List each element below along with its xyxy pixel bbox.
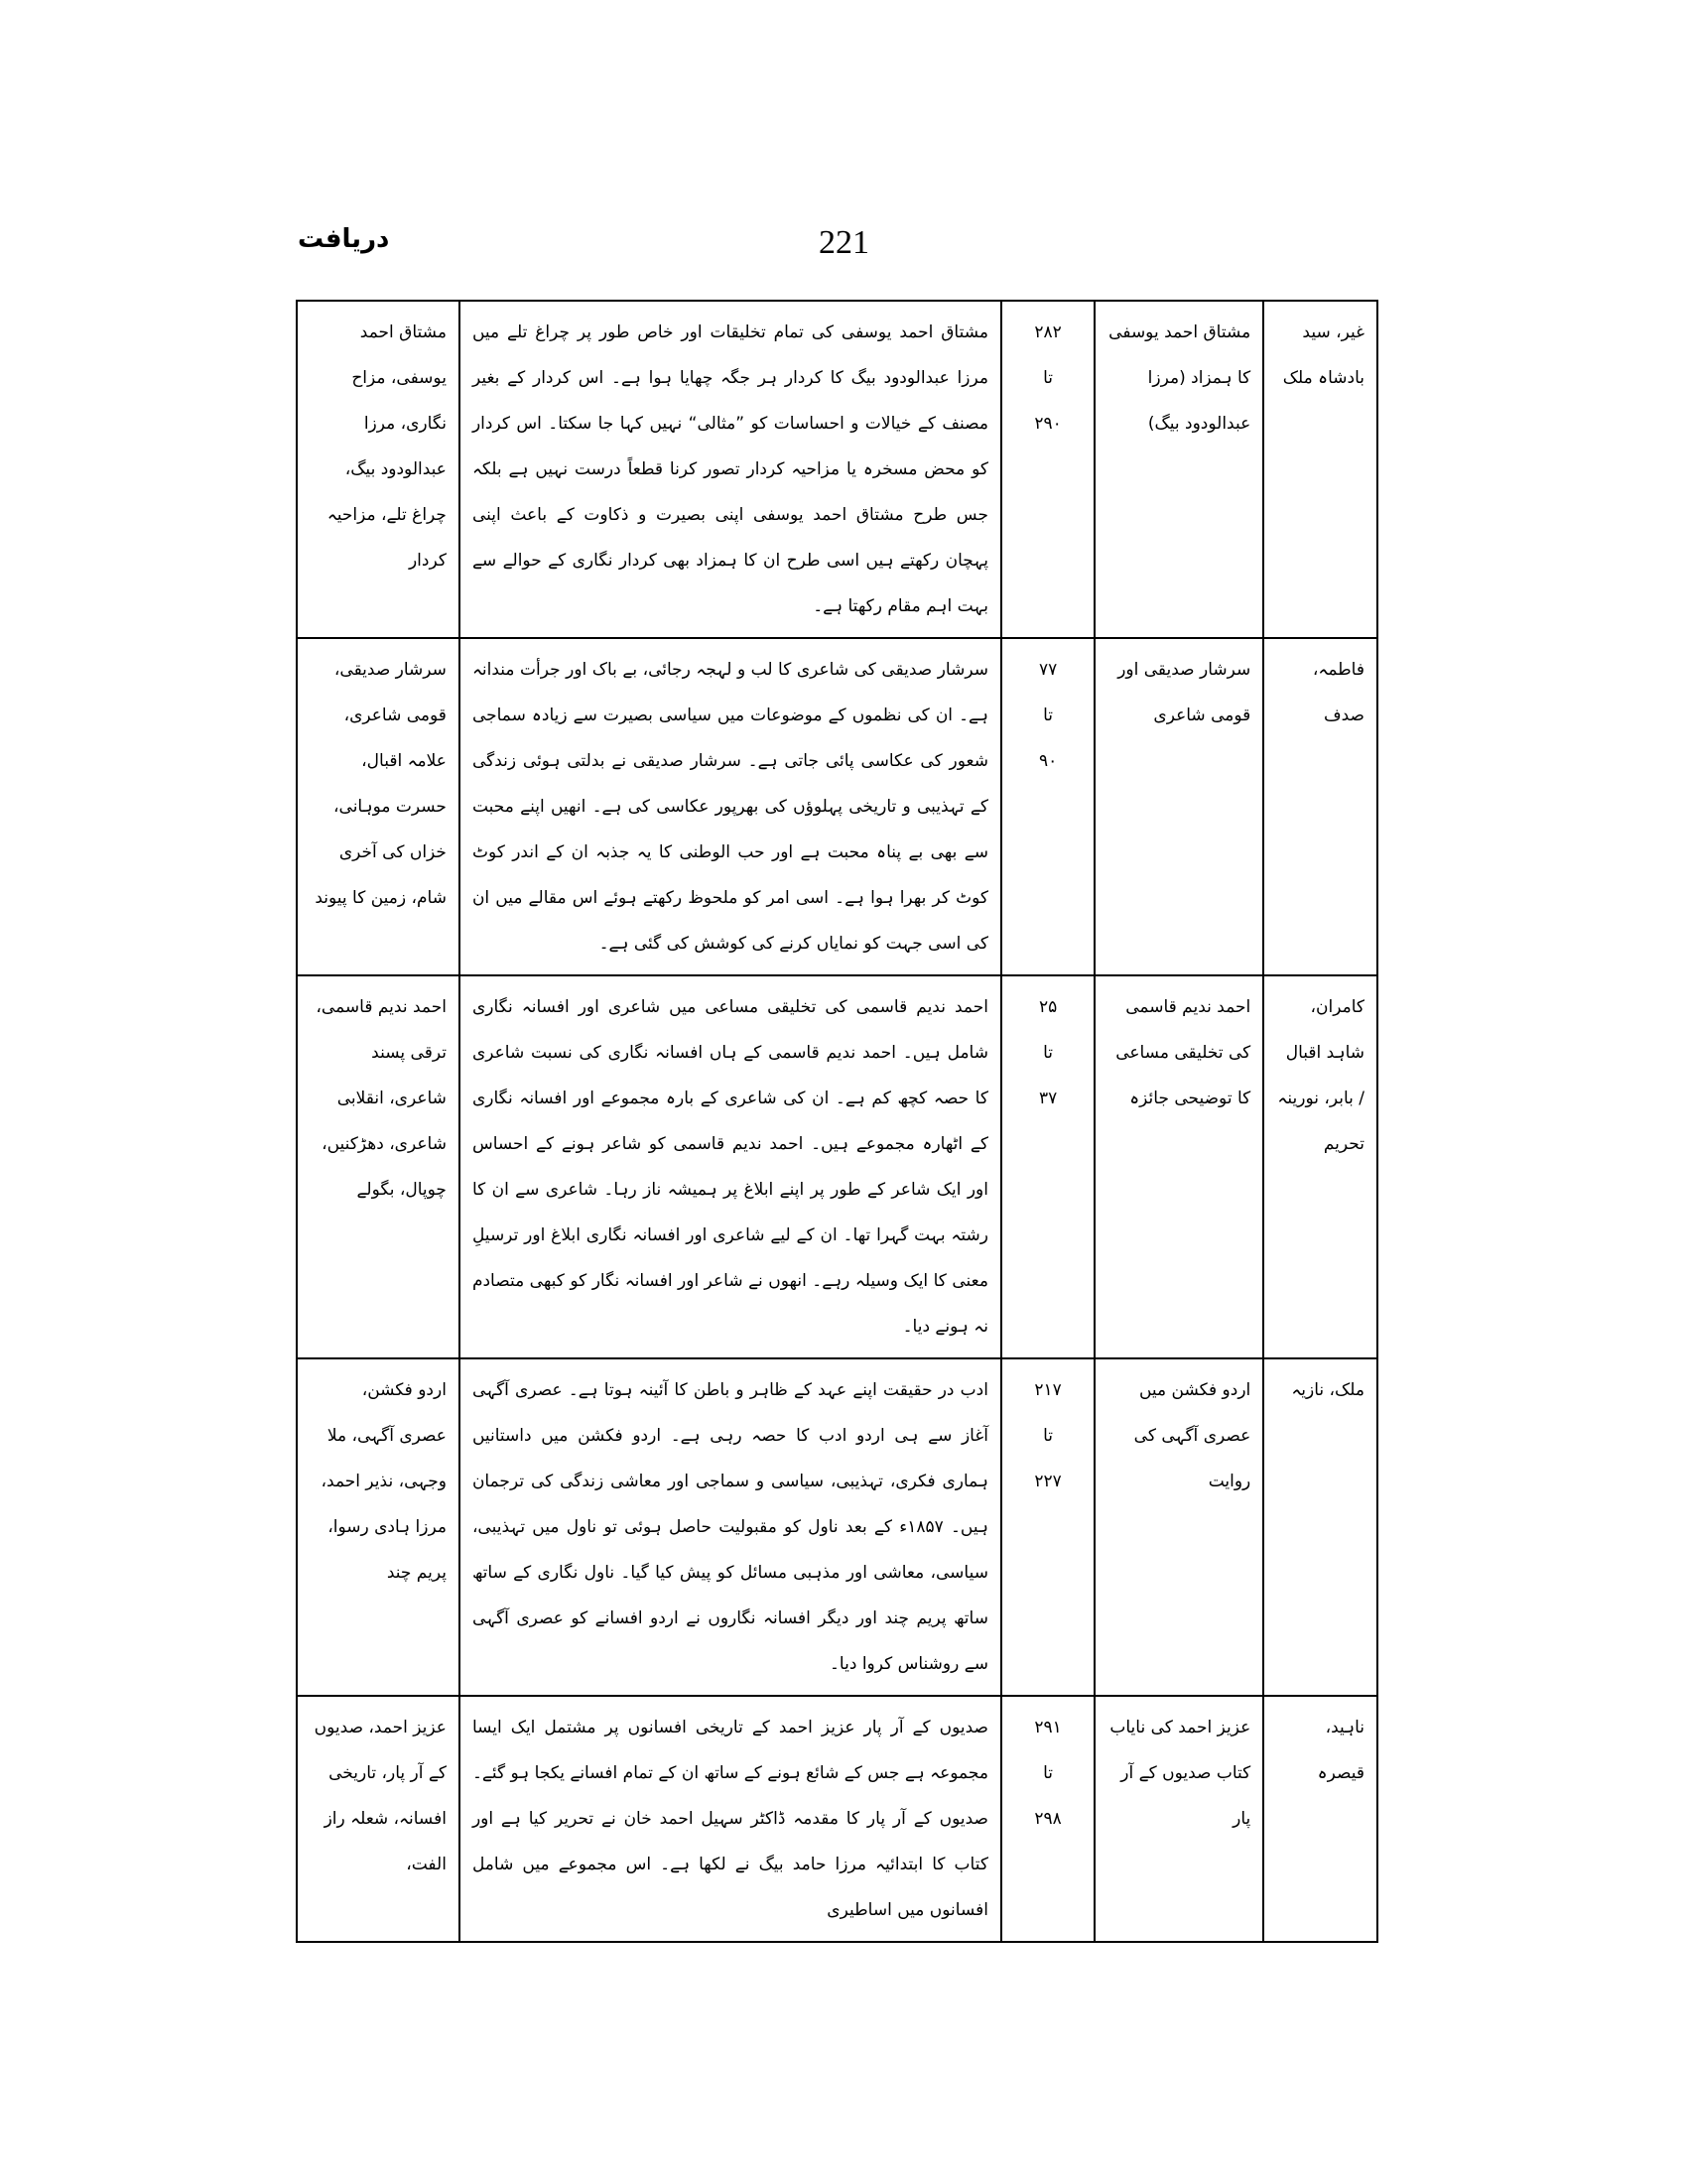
journal-title: دریافت [298,224,390,254]
article-index-table [296,300,1378,1943]
keywords-cell [297,1358,459,1696]
summary-cell [459,1696,1001,1942]
keywords-cell [297,301,459,638]
page-range-separator: تا [1043,1426,1054,1446]
page-end: ۳۷ [1038,1089,1058,1108]
article-keywords: سرشار صدیقی، قومی شاعری، علامہ اقبال، حسرت موہانی، خزاں کی آخری شام، زمین کا پیوند [315,660,447,908]
article-summary: صدیوں کے آر پار عزیز احمد کے تاریخی افسانوں پر مشتمل ایک ایسا مجموعہ ہے جس کے شائع ہونے کے ساتھ ان کے تمام افسانے یکجا ہو گئے۔ صدیوں کے آر پار کا مقدمہ ڈاکٹر سہیل احمد خان نے تحریر کیا ہے اور کتاب کا ابتدائیہ مرزا حامد بیگ نے لکھا ہے۔ اس مجموعے میں شامل افسانوں میں اساطیری [471,1718,988,1920]
author-name: ناہید، قیصرہ [1317,1718,1364,1783]
page-start: ۲۹۱ [1034,1718,1062,1737]
article-title: اردو فکشن میں عصری آگہی کی روایت [1133,1380,1251,1491]
page-end: ۲۲۷ [1034,1472,1062,1491]
article-title: مشتاق احمد یوسفی کا ہمزاد (مرزا عبدالودود بیگ) [1108,322,1251,434]
author-cell [1263,638,1377,975]
article-title: عزیز احمد کی نایاب کتاب صدیوں کے آر پار [1109,1718,1251,1829]
pages-cell [1001,1358,1095,1696]
author-cell [1263,301,1377,638]
article-summary: سرشار صدیقی کی شاعری کا لب و لہجہ رجائی، بے باک اور جرأت مندانہ ہے۔ ان کی نظموں کے موضوعات میں سیاسی بصیرت سے زیادہ سماجی شعور کی عکاسی پائی جاتی ہے۔ سرشار صدیقی نے بدلتی ہوئی زندگی کے تہذیبی و تاریخی پہلوؤں کی بھرپور عکاسی کی ہے۔ انھیں اپنے محبت سے بھی بے پناہ محبت ہے اور حب الوطنی کا یہ جذبہ ان کے اندر کوٹ کوٹ کر بھرا ہوا ہے۔ اسی امر کو ملحوظ رکھتے ہوئے اس مقالے میں ان کی اسی جہت کو نمایاں کرنے کی کوشش کی گئی ہے۔ [471,660,988,954]
table-row [297,301,1377,638]
page-range-separator: تا [1043,706,1054,725]
pages-cell [1001,638,1095,975]
title-cell [1095,1696,1263,1942]
article-summary: ادب در حقیقت اپنے عہد کے ظاہر و باطن کا آئینہ ہوتا ہے۔ عصری آگہی آغاز سے ہی اردو ادب کا حصہ رہی ہے۔ اردو فکشن میں داستانیں ہماری فکری، تہذیبی، سیاسی و سماجی اور معاشی زندگی کی ترجمان ہیں۔ ۱۸۵۷ء کے بعد ناول کو مقبولیت حاصل ہوئی تو ناول میں تہذیبی، سیاسی، معاشی اور مذہبی مسائل کو پیش کیا گیا۔ ناول نگاری کے ساتھ ساتھ پریم چند اور دیگر افسانہ نگاروں نے اردو افسانے کو عصری آگہی سے روشناس کروا دیا۔ [471,1380,988,1674]
page-end: ۲۹۰ [1034,414,1062,434]
author-name: ملک، نازیہ [1291,1380,1364,1400]
article-summary: مشتاق احمد یوسفی کی تمام تخلیقات اور خاص طور پر چراغ تلے میں مرزا عبدالودود بیگ کا کردار ہر جگہ چھایا ہوا ہے۔ اس کردار کے بغیر مصنف کے خیالات و احساسات کو ”مثالی“ نہیں کہا جا سکتا۔ اس کردار کو محض مسخرہ یا مزاحیہ کردار تصور کرنا قطعاً درست نہیں ہے بلکہ جس طرح مشتاق احمد یوسفی اپنی بصیرت و ذکاوت کے باعث اپنی پہچان رکھتے ہیں اسی طرح ان کا ہمزاد بھی کردار نگاری کے حوالے سے بہت اہم مقام رکھتا ہے۔ [471,322,988,616]
article-title: احمد ندیم قاسمی کی تخلیقی مساعی کا توضیحی جائزہ [1115,997,1251,1108]
table-row [297,975,1377,1358]
page-number: 221 [819,224,869,261]
keywords-cell [297,638,459,975]
page-start: ۲۸۲ [1034,322,1062,342]
page-start: ۷۷ [1038,660,1058,680]
keywords-cell [297,975,459,1358]
title-cell [1095,638,1263,975]
article-keywords: اردو فکشن، عصری آگہی، ملا وجہی، نذیر احمد، مرزا ہادی رسوا، پریم چند [321,1380,447,1583]
page-range-separator: تا [1043,1763,1054,1783]
table-row [297,638,1377,975]
table-row [297,1696,1377,1942]
author-name: فاطمہ، صدف [1312,660,1364,725]
pages-cell [1001,1696,1095,1942]
author-name: کامران، شاہد اقبال / بابر، نورینہ تحریم [1277,997,1364,1154]
article-summary: احمد ندیم قاسمی کی تخلیقی مساعی میں شاعری اور افسانہ نگاری شامل ہیں۔ احمد ندیم قاسمی کے ہاں افسانہ نگاری کی نسبت شاعری کا حصہ کچھ کم ہے۔ ان کی شاعری کے بارہ مجموعے اور افسانہ نگاری کے اٹھارہ مجموعے ہیں۔ احمد ندیم قاسمی کو شاعر ہونے کے احساس اور ایک شاعر کے طور پر اپنے ابلاغ پر ہمیشہ ناز رہا۔ شاعری سے ان کا رشتہ بہت گہرا تھا۔ ان کے لیے شاعری اور افسانہ نگاری ابلاغ اور ترسیلِ معنی کا ایک وسیلہ رہے۔ انھوں نے شاعر اور افسانہ نگار کو کبھی متصادم نہ ہونے دیا۔ [471,997,988,1337]
author-cell [1263,1696,1377,1942]
summary-cell [459,975,1001,1358]
page-start: ۲۱۷ [1034,1380,1062,1400]
summary-cell [459,301,1001,638]
title-cell [1095,301,1263,638]
author-name: غیر، سید بادشاہ ملک [1282,322,1364,388]
pages-cell [1001,301,1095,638]
page-range-separator: تا [1043,1043,1054,1063]
article-keywords: احمد ندیم قاسمی، ترقی پسند شاعری، انقلابی شاعری، دھڑکنیں، چوپال، بگولے [316,997,447,1200]
article-title: سرشار صدیقی اور قومی شاعری [1117,660,1251,725]
page-end: ۹۰ [1038,751,1058,771]
page-start: ۲۵ [1038,997,1058,1017]
pages-cell [1001,975,1095,1358]
article-keywords: مشتاق احمد یوسفی، مزاح نگاری، مرزا عبدالودود بیگ، چراغ تلے، مزاحیہ کردار [326,322,447,571]
article-keywords: عزیز احمد، صدیوں کے آر پار، تاریخی افسانہ، شعلہ راز الفت، [314,1718,447,1874]
title-cell [1095,975,1263,1358]
keywords-cell [297,1696,459,1942]
author-cell [1263,1358,1377,1696]
author-cell [1263,975,1377,1358]
table-row [297,1358,1377,1696]
summary-cell [459,638,1001,975]
page-range-separator: تا [1043,368,1054,388]
title-cell [1095,1358,1263,1696]
summary-cell [459,1358,1001,1696]
page-end: ۲۹۸ [1034,1809,1062,1829]
